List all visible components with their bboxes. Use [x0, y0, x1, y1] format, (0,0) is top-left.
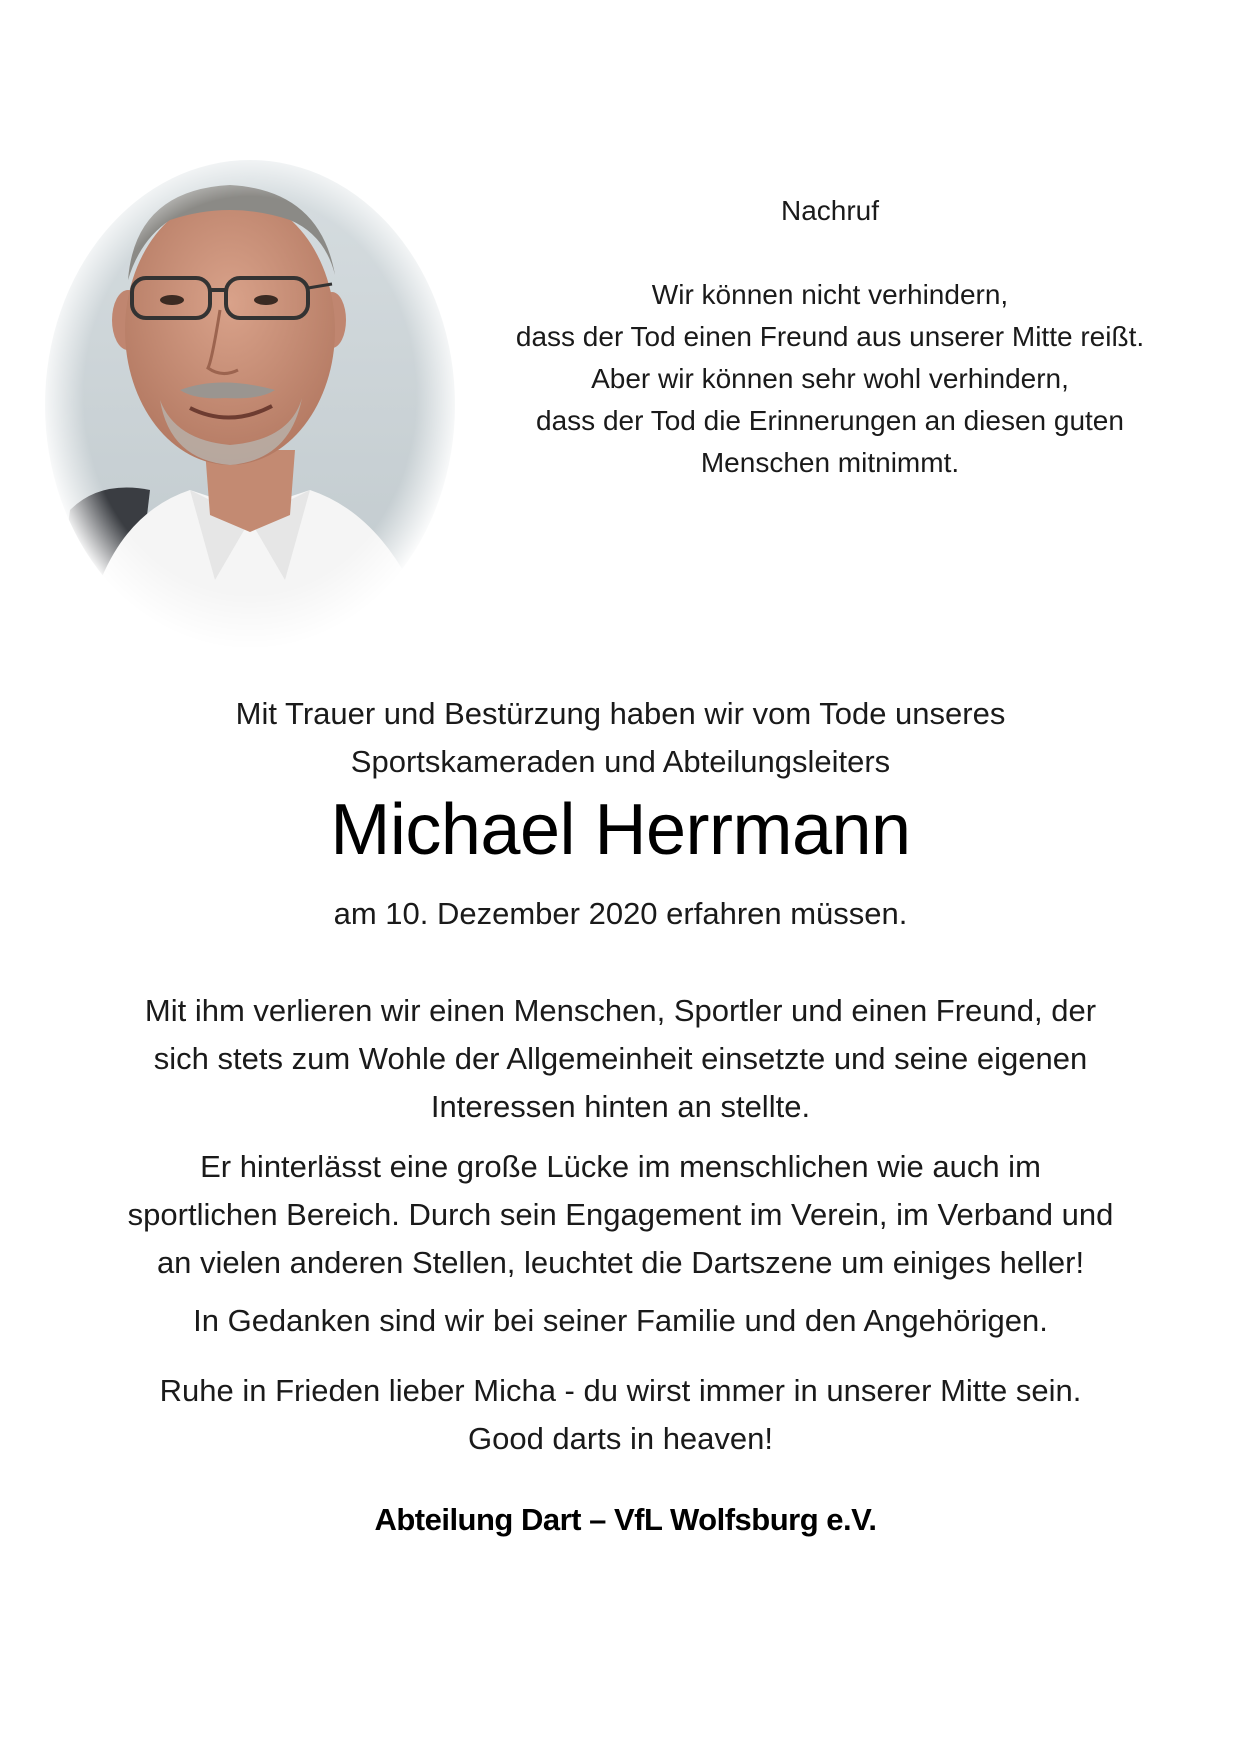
body-line: sich stets zum Wohle der Allgemeinheit einsetzte und seine eigenen — [153, 1041, 1088, 1076]
paragraph-1 — [60, 987, 1181, 1131]
portrait-photo — [40, 160, 460, 660]
date-line: am 10. Dezember 2020 erfahren müssen. — [333, 896, 908, 931]
paragraph-3 — [60, 1297, 1181, 1345]
obituary-body — [60, 987, 1181, 1463]
body-line: Ruhe in Frieden lieber Micha - du wirst immer in unserer Mitte sein. — [159, 1373, 1082, 1408]
paragraph-2 — [60, 1143, 1181, 1287]
poem-line: Menschen mitnimmt. — [700, 447, 960, 478]
poem-block — [470, 190, 1190, 484]
poem-heading: Nachruf — [780, 195, 880, 226]
body-line: Interessen hinten an stellte. — [430, 1089, 811, 1124]
body-line: Good darts in heaven! — [467, 1421, 774, 1456]
body-line: an vielen anderen Stellen, leuchtet die Dartszene um einiges heller! — [156, 1245, 1085, 1280]
signature: Abteilung Dart – VfL Wolfsburg e.V. — [374, 1502, 877, 1537]
poem-line: dass der Tod einen Freund aus unserer Mitte reißt. — [515, 321, 1145, 352]
poem-line: Aber wir können sehr wohl verhindern, — [591, 363, 1069, 394]
intro-text — [0, 690, 1241, 786]
poem-line: dass der Tod die Erinnerungen an diesen guten — [536, 405, 1124, 436]
body-line: In Gedanken sind wir bei seiner Familie und den Angehörigen. — [193, 1303, 1048, 1338]
intro-line: Sportskameraden und Abteilungsleiters — [350, 744, 891, 779]
intro-line: Mit Trauer und Bestürzung haben wir vom Tode unseres — [235, 696, 1006, 731]
body-line: Er hinterlässt eine große Lücke im menschlichen wie auch im — [200, 1149, 1041, 1184]
poem-line: Wir können nicht verhindern, — [651, 279, 1009, 310]
deceased-name: Michael Herrmann — [330, 790, 911, 870]
paragraph-4 — [60, 1367, 1181, 1463]
portrait-illustration — [40, 160, 460, 660]
body-line: Mit ihm verlieren wir einen Menschen, Sportler und einen Freund, der — [144, 993, 1097, 1028]
body-line: sportlichen Bereich. Durch sein Engagement im Verein, im Verband und — [127, 1197, 1114, 1232]
